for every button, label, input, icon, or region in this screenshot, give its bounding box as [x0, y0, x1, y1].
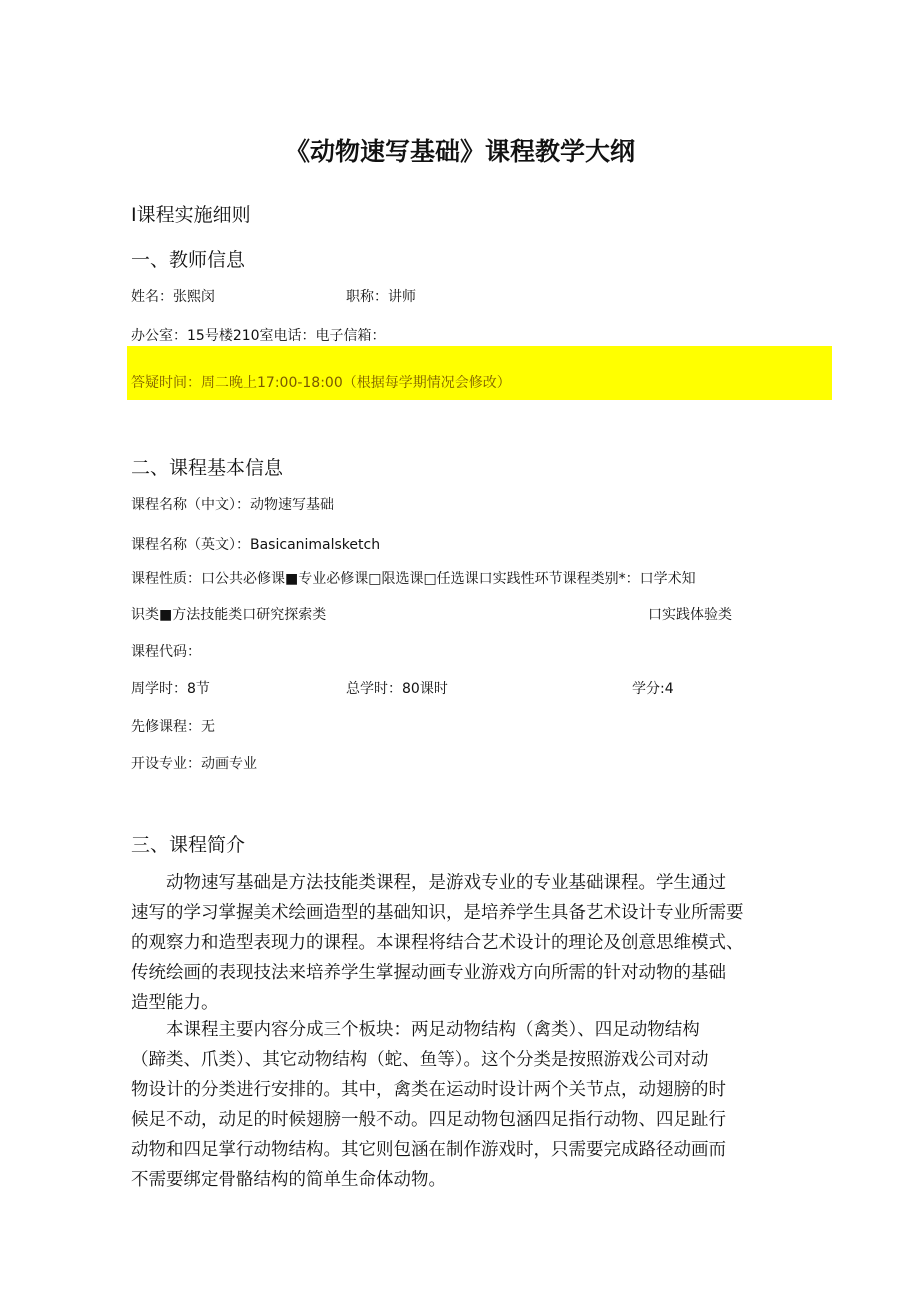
course-nature-line1: 课程性质：口公共必修课■专业必修课□限选课□任选课口实践性环节课程类别*：口学术知: [131, 571, 696, 587]
teacher-title: 职称：讲师: [346, 289, 416, 305]
heading-teacher-info: 一、教师信息: [131, 249, 246, 271]
text-line: 速写的学习掌握美术绘画造型的基础知识，是培养学生具备艺术设计专业所需要: [131, 903, 744, 923]
course-name-cn: 课程名称（中文）：动物速写基础: [131, 497, 334, 513]
course-nature-line2: 识类■方法技能类口研究探索类: [131, 607, 327, 623]
text-line: 传统绘画的表现技法来培养学生掌握动画专业游戏方向所需的针对动物的基础: [131, 963, 726, 983]
prerequisites: 先修课程：无: [131, 719, 215, 735]
text-line: 动物速写基础是方法技能类课程，是游戏专业的专业基础课程。学生通过: [131, 873, 726, 893]
intro-paragraph-2: [131, 1015, 831, 1195]
qa-time: 答疑时间：周二晚上17:00-18:00（根据每学期情况会修改）: [131, 375, 511, 391]
teacher-office: 办公室：15号楼210室电话：电子信箱：: [131, 328, 386, 344]
text-line: 不需要绑定骨骼结构的简单生命体动物。: [131, 1170, 446, 1190]
total-hours: 总学时：80课时: [346, 681, 448, 697]
text-line: 的观察力和造型表现力的课程。本课程将结合艺术设计的理论及创意思维模式、: [131, 933, 744, 953]
section-heading-implementation: I课程实施细则: [131, 204, 251, 226]
text-line: （蹄类、爪类）、其它动物结构（蛇、鱼等）。这个分类是按照游戏公司对动: [131, 1050, 709, 1070]
course-code: 课程代码：: [131, 644, 201, 660]
course-name-en: 课程名称（英文）：Basicanimalsketch: [131, 537, 381, 553]
heading-course-intro: 三、课程简介: [131, 834, 246, 856]
teacher-name: 姓名：张熙闵: [131, 289, 215, 305]
heading-basic-info: 二、课程基本信息: [131, 457, 284, 479]
text-line: 候足不动，动足的时候翅膀一般不动。四足动物包涵四足指行动物、四足趾行: [131, 1110, 726, 1130]
page-title: 《动物速写基础》课程教学大纲: [284, 137, 635, 166]
text-line: 动物和四足掌行动物结构。其它则包涵在制作游戏时，只需要完成路径动画而: [131, 1140, 726, 1160]
text-line: 物设计的分类进行安排的。其中，禽类在运动时设计两个关节点，动翅膀的时: [131, 1080, 726, 1100]
credits: 学分:4: [632, 681, 674, 697]
text-line: 造型能力。: [131, 993, 219, 1013]
text-line: 本课程主要内容分成三个板块：两足动物结构（禽类）、四足动物结构: [131, 1020, 700, 1040]
course-nature-practice: 口实践体验类: [648, 607, 732, 623]
intro-paragraph-1: [131, 868, 831, 1018]
offered-major: 开设专业：动画专业: [131, 756, 257, 772]
weekly-hours: 周学时：8节: [131, 681, 210, 697]
